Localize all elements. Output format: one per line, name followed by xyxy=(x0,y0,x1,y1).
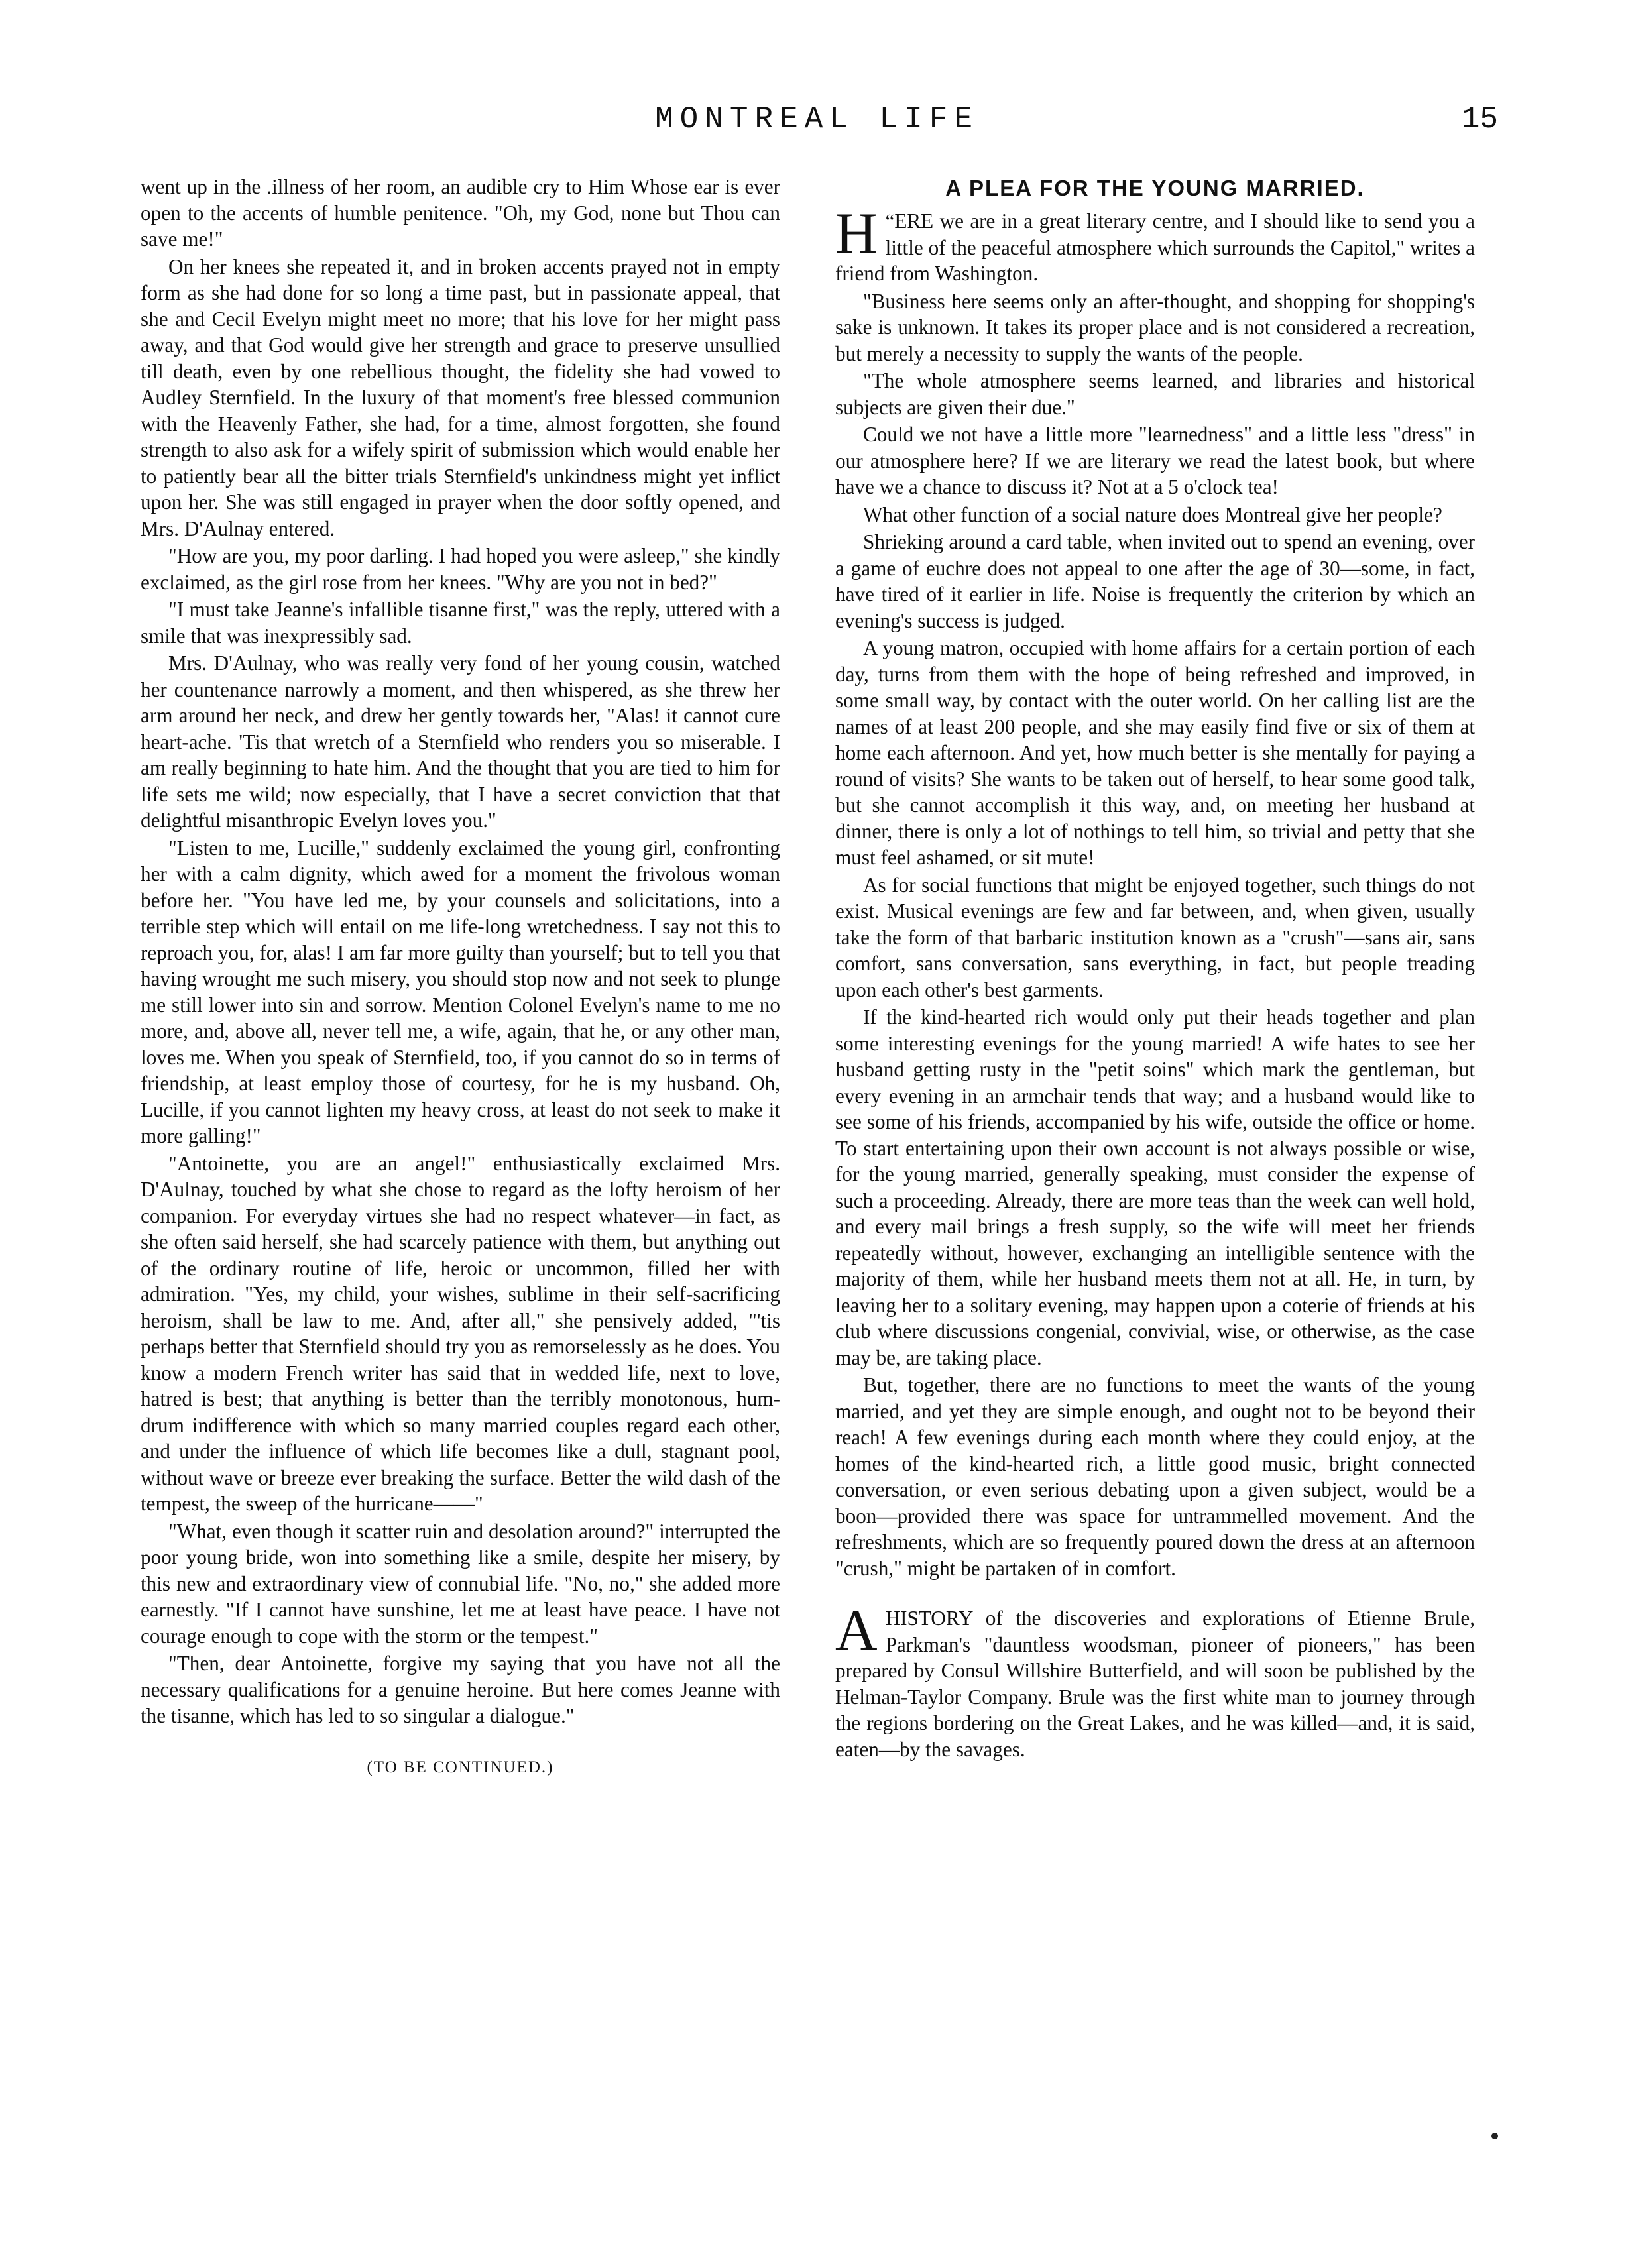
paragraph: "Antoinette, you are an angel!" enthusiastically exclaimed Mrs. D'Aulnay, touched by what she chose to regard as the lofty heroism of her companion. For everyday virtues she had no respect whatever—in fact, as she often said herself, she had scarcely patience with them, but anything out of the ordinary routine of life, heroic or uncommon, filled her with admiration. "Yes, my child, your wishes, sublime in their self-sacrificing heroism, shall be law to me. And, after all," she pensively added, "'tis perhaps better that Sternfield should try you as remorselessly as he does. You know a modern French writer has said that in wedded life, next to love, hatred is best; that anything is better than the terribly monotonous, hum-drum indifference with which so many married couples regard each other, and under the influence of which life becomes like a dull, stagnant pool, without wave or breeze ever breaking the surface. Better the wild dash of the tempest, the sweep of the hurricane——" xyxy=(141,1151,780,1515)
brule-note-text: HISTORY of the discoveries and explorations of Etienne Brule, Parkman's "dauntless woodsman, pioneer of pioneers," has been prepared by Consul Willshire Butterfield, and will soon be published by the Helman-Taylor Company. Brule was the first white man to journey through the regions bordering on the Great Lakes, and he was killed—and, it is said, eaten—by the savages. xyxy=(835,1607,1475,1761)
paragraph: Shrieking around a card table, when invited out to spend an evening, over a game of euchre does not appeal to one after the age of 30—some, in fact, have tired of it earlier in life. Noise is frequently the criterion by which an evening's success is judged. xyxy=(835,530,1475,632)
to-be-continued: (TO BE CONTINUED.) xyxy=(367,1758,554,1776)
paragraph: On her knees she repeated it, and in broken accents prayed not in empty form as she had done for so long a time past, but in passionate appeal, that she and Cecil Evelyn might meet no more; that his love for her might pass away, and that God would give her strength and grace to preserve unsullied till death, even by one rebellious thought, the fidelity she had vowed to Audley Sternfield. In the luxury of that moment's free blessed communion with the Heavenly Father, she had, for a time, almost forgotten, she found strength to also ask for a wifely spirit of submission which would enable her to patiently bear all the bitter trials Sternfield's unkindness might yet inflict upon her. She was still engaged in prayer when the door softly opened, and Mrs. D'Aulnay entered. xyxy=(141,255,780,540)
paragraph: went up in the .illness of her room, an audible cry to Him Whose ear is ever open to the accents of humble penitence. "Oh, my God, none but Thou can save me!" xyxy=(141,175,780,251)
paragraph: "What, even though it scatter ruin and desolation around?" interrupted the poor young bride, won into something like a smile, despite her misery, by this new and extraordinary view of connubial life. "No, no," she added more earnestly. "If I cannot have sunshine, let me at least have peace. I have not courage enough to cope with the storm or the tempest." xyxy=(141,1519,780,1648)
paragraph: "Listen to me, Lucille," suddenly exclaimed the young girl, confronting her with a calm dignity, which awed for a moment the frivolous woman before her. "You have led me, by your counsels and solicitations, into a terrible step which will entail on me life-long wretchedness. I say not this to reproach you, for, alas! I am far more guilty than yourself; but to tell you that having wrought me such misery, you should stop now and not seek to plunge me still lower into sin and sorrow. Mention Colonel Evelyn's name to me no more, and, above all, never tell me, a wife, again, that he, or any other man, loves me. When you speak of Sternfield, too, if you cannot do so in terms of friendship, at least employ those of courtesy, for he is my husband. Oh, Lucille, if you cannot lighten my heavy cross, at least do not seek to make it more galling!" xyxy=(141,836,780,1147)
paragraph: "How are you, my poor darling. I had hoped you were asleep," she kindly exclaimed, as the girl rose from her knees. "Why are you not in bed?" xyxy=(141,544,780,594)
page-number: 15 xyxy=(1461,102,1498,137)
paragraph: A young matron, occupied with home affairs for a certain portion of each day, turns from them with the hope of being refreshed and improved, in some small way, by contact with the outer world. On her calling list are the names of at least 200 people, and she may easily find five or six of them at home each afternoon. And yet, how much better is she mentally for paying a round of visits? She wants to be taken out of herself, to hear some good talk, but she cannot accomplish it this way, and, on meeting her husband at dinner, there is only a lot of nothings to tell him, so trivial and petty that she must feel ashamed, or sit mute! xyxy=(835,636,1475,869)
right-column xyxy=(835,174,1475,2195)
paragraph: "Then, dear Antoinette, forgive my saying that you have not all the necessary qualifications for a genuine heroine. But here comes Jeanne with the tisanne, which has led to so singular a dialogue." xyxy=(141,1652,780,1727)
paragraph: But, together, there are no functions to meet the wants of the young married, and yet they are simple enough, and ought not to be beyond their reach! A few evenings during each month where they could enjoy, at the homes of the kind-hearted rich, a little good music, bright connected conversation, or even serious debating upon a given subject, would be a boon—provided there was space for untrammelled movement. And the refreshments, which are so frequently poured down the dress at an afternoon "crush," might be partaken of in comfort. xyxy=(835,1373,1475,1580)
lead-text: ERE we are in a great literary centre, and I should like to send you a little of the peaceful atmosphere which surrounds the Capitol," writes a friend from Washington. xyxy=(835,209,1475,285)
drop-cap: H xyxy=(835,201,878,266)
left-column xyxy=(141,174,780,2195)
running-head: MONTREAL LIFE xyxy=(655,102,979,137)
paragraph: As for social functions that might be enjoyed together, such things do not exist. Musical evenings are few and far between, and, when given, usually take the form of that barbaric institution known as a "crush"—sans air, sans comfort, sans conversation, sans everything, in fact, but people treading upon each other's best garments. xyxy=(835,873,1475,1001)
paragraph: "The whole atmosphere seems learned, and libraries and historical subjects are given their due." xyxy=(835,369,1475,419)
brule-note-paragraph xyxy=(835,1599,1475,1762)
article-title: A PLEA FOR THE YOUNG MARRIED. xyxy=(945,176,1365,200)
print-speck xyxy=(1491,2133,1498,2139)
drop-cap: A xyxy=(835,1599,878,1663)
paragraph: "Business here seems only an after-thought, and shopping for shopping's sake is unknown. It takes its proper place and is not considered a recreation, but merely a necessity to supply the wants of the people. xyxy=(835,289,1475,365)
paragraph: What other function of a social nature does Montreal give her people? xyxy=(863,502,1442,526)
paragraph: Mrs. D'Aulnay, who was really very fond of her young cousin, watched her countenance narrowly a moment, and then whispered, as she threw her arm around her neck, and drew her gently towards her, "Alas! it cannot cure heart-ache. 'Tis that wretch of a Sternfield who renders you so miserable. I am really beginning to hate him. And the thought that you are tied to him for life sets me wild; now especially, that I have a secret conviction that that delightful misanthropic Evelyn loves you." xyxy=(141,652,780,832)
page-header xyxy=(136,99,1498,139)
paragraph: Could we not have a little more "learnedness" and a little less "dress" in our atmosphere here? If we are literary we read the latest book, but where have we a chance to discuss it? Not at a 5 o'clock tea! xyxy=(835,423,1475,498)
paragraph: If the kind-hearted rich would only put their heads together and plan some interesting evenings for the young married! A wife hates to see her husband getting rusty in the "petit soins" which mark the gentleman, but every evening in an armchair tends that way; and a husband would like to see some of his friends, accompanied by his wife, outside the office or home. To start entertaining upon their own account is not always possible or wise, for the young married, generally speaking, must consider the expense of such a proceeding. Already, there are more teas than the week can well hold, and every mail brings a fresh supply, so the wife will meet her friends repeatedly without, however, exchanging an intelligible sentence with the majority of them, while her husband meets them not at all. He, in turn, by leaving her to a solitary evening, may happen upon a coterie of friends at his club where discussions congenial, convivial, wise, or otherwise, as the case may be, are taking place. xyxy=(835,1005,1475,1369)
lead-paragraph xyxy=(835,201,1475,287)
paragraph: "I must take Jeanne's infallible tisanne first," was the reply, uttered with a smile that was inexpressibly sad. xyxy=(141,598,780,648)
lead-quote-mark: “ xyxy=(885,209,895,233)
